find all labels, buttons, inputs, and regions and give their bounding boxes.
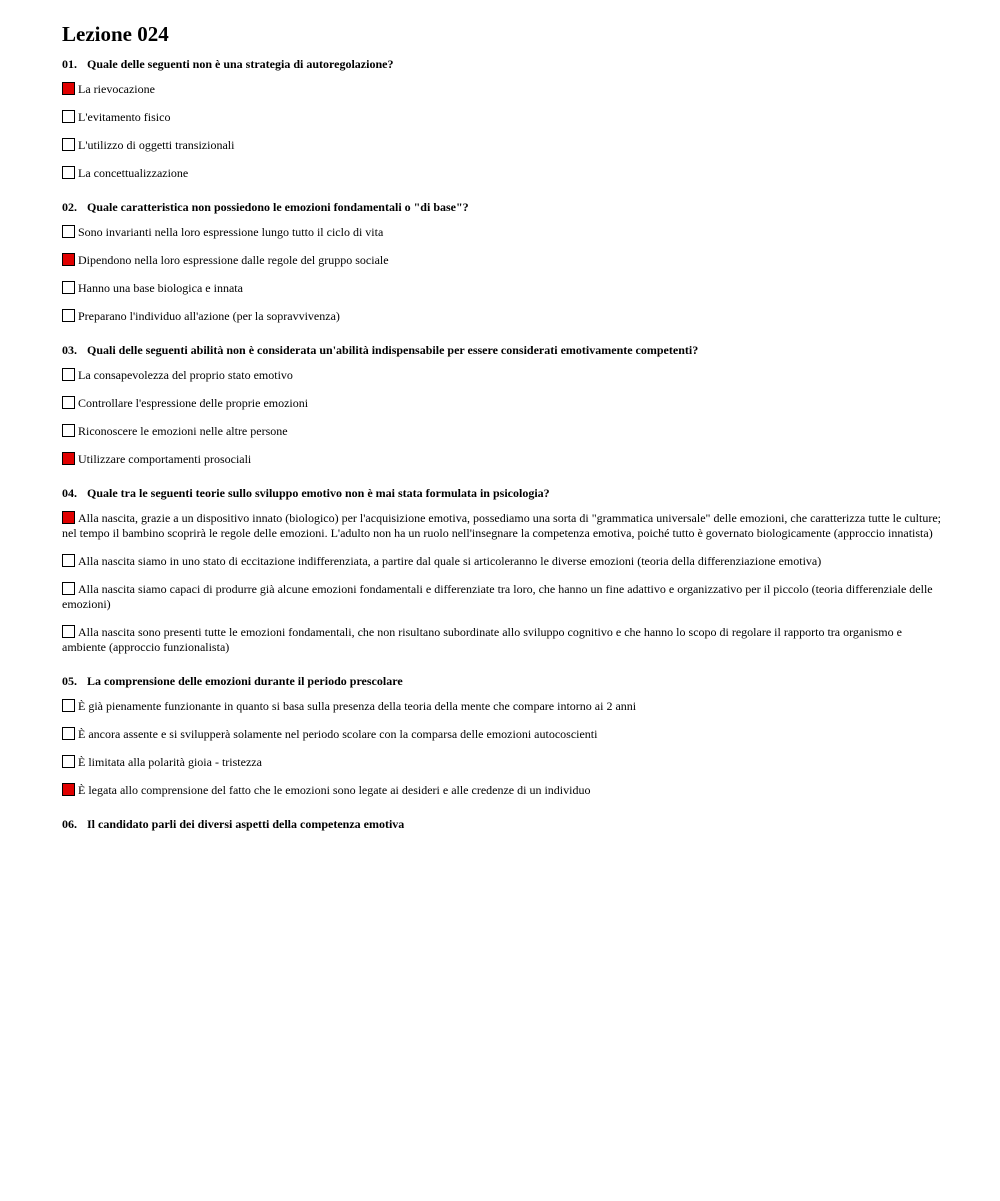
answer-option-text: Sono invarianti nella loro espressione lungo tutto il ciclo di vita bbox=[78, 225, 384, 239]
answer-option[interactable] bbox=[62, 225, 942, 240]
unchecked-checkbox[interactable] bbox=[62, 281, 75, 294]
unchecked-checkbox[interactable] bbox=[62, 166, 75, 179]
answer-option[interactable] bbox=[62, 755, 942, 770]
answer-option[interactable] bbox=[62, 727, 942, 742]
answer-option[interactable] bbox=[62, 253, 942, 268]
answer-option-text: Preparano l'individuo all'azione (per la sopravvivenza) bbox=[78, 309, 340, 323]
question-header bbox=[62, 200, 942, 215]
answer-option[interactable] bbox=[62, 554, 942, 569]
answer-option[interactable] bbox=[62, 110, 942, 125]
question-number: 06. bbox=[62, 817, 77, 831]
answer-option-text: La concettualizzazione bbox=[78, 166, 189, 180]
unchecked-checkbox[interactable] bbox=[62, 396, 75, 409]
lesson-title: Lezione 024 bbox=[62, 22, 169, 46]
answer-option-text: Alla nascita siamo capaci di produrre già alcune emozioni fondamentali e differenziate tra loro, che hanno un fine adattivo e organizzativo per il piccolo (teoria differenziale delle emozioni) bbox=[62, 582, 933, 611]
answer-option-text: Alla nascita, grazie a un dispositivo innato (biologico) per l'acquisizione emotiva, possediamo una sorta di "grammatica universale" delle emozioni, che caratterizza tutte le culture; nel tempo il bambino scoprirà le regole delle emozioni. L'adulto non ha un ruolo nell'insegnare la competenza emotiva, poiché tutto è governato biologicamente (approccio innatista) bbox=[62, 511, 941, 540]
unchecked-checkbox[interactable] bbox=[62, 755, 75, 768]
checked-checkbox[interactable] bbox=[62, 253, 75, 266]
unchecked-checkbox[interactable] bbox=[62, 309, 75, 322]
answer-option-text: Utilizzare comportamenti prosociali bbox=[78, 452, 252, 466]
answer-option[interactable] bbox=[62, 166, 942, 181]
answer-option-text: È già pienamente funzionante in quanto si basa sulla presenza della teoria della mente che compare intorno ai 2 anni bbox=[78, 699, 637, 713]
question-text: La comprensione delle emozioni durante il periodo prescolare bbox=[87, 674, 403, 688]
answer-option-text: La consapevolezza del proprio stato emotivo bbox=[78, 368, 293, 382]
answer-option-text: Alla nascita sono presenti tutte le emozioni fondamentali, che non risultano subordinate allo sviluppo cognitivo e che hanno lo scopo di regolare il rapporto tra organismo e ambiente (approccio funzionalista) bbox=[62, 625, 902, 654]
answer-option[interactable] bbox=[62, 424, 942, 439]
answer-option[interactable] bbox=[62, 368, 942, 383]
question-5 bbox=[62, 674, 942, 798]
unchecked-checkbox[interactable] bbox=[62, 554, 75, 567]
question-header bbox=[62, 817, 942, 832]
question-text: Quale tra le seguenti teorie sullo sviluppo emotivo non è mai stata formulata in psicologia? bbox=[87, 486, 550, 500]
question-2 bbox=[62, 200, 942, 324]
question-1 bbox=[62, 57, 942, 181]
unchecked-checkbox[interactable] bbox=[62, 225, 75, 238]
answer-option[interactable] bbox=[62, 625, 942, 655]
answer-option[interactable] bbox=[62, 82, 942, 97]
unchecked-checkbox[interactable] bbox=[62, 110, 75, 123]
answer-option-text: Alla nascita siamo in uno stato di eccitazione indifferenziata, a partire dal quale si articoleranno le diverse emozioni (teoria della differenziazione emotiva) bbox=[78, 554, 822, 568]
answer-option[interactable] bbox=[62, 138, 942, 153]
answer-option[interactable] bbox=[62, 396, 942, 411]
answer-option[interactable] bbox=[62, 511, 942, 541]
answer-option[interactable] bbox=[62, 783, 942, 798]
checked-checkbox[interactable] bbox=[62, 452, 75, 465]
question-text: Quale delle seguenti non è una strategia di autoregolazione? bbox=[87, 57, 394, 71]
answer-option-text: L'evitamento fisico bbox=[78, 110, 171, 124]
unchecked-checkbox[interactable] bbox=[62, 424, 75, 437]
answer-option[interactable] bbox=[62, 281, 942, 296]
unchecked-checkbox[interactable] bbox=[62, 582, 75, 595]
question-number: 04. bbox=[62, 486, 77, 500]
unchecked-checkbox[interactable] bbox=[62, 138, 75, 151]
answer-option[interactable] bbox=[62, 582, 942, 612]
question-list bbox=[62, 57, 942, 832]
answer-option-text: L'utilizzo di oggetti transizionali bbox=[78, 138, 235, 152]
document-page bbox=[62, 20, 942, 842]
question-4 bbox=[62, 486, 942, 655]
answer-option[interactable] bbox=[62, 699, 942, 714]
question-header bbox=[62, 674, 942, 689]
answer-option[interactable] bbox=[62, 452, 942, 467]
question-number: 02. bbox=[62, 200, 77, 214]
answer-option-text: È ancora assente e si svilupperà solamente nel periodo scolare con la comparsa delle emozioni autocoscienti bbox=[78, 727, 598, 741]
checked-checkbox[interactable] bbox=[62, 511, 75, 524]
unchecked-checkbox[interactable] bbox=[62, 368, 75, 381]
question-3 bbox=[62, 343, 942, 467]
answer-option-text: Dipendono nella loro espressione dalle regole del gruppo sociale bbox=[78, 253, 389, 267]
answer-option-text: È legata allo comprensione del fatto che le emozioni sono legate ai desideri e alle credenze di un individuo bbox=[78, 783, 591, 797]
question-number: 01. bbox=[62, 57, 77, 71]
answer-option-text: La rievocazione bbox=[78, 82, 155, 96]
question-text: Quali delle seguenti abilità non è considerata un'abilità indispensabile per essere considerati emotivamente competenti? bbox=[87, 343, 699, 357]
unchecked-checkbox[interactable] bbox=[62, 699, 75, 712]
question-number: 05. bbox=[62, 674, 77, 688]
question-header bbox=[62, 486, 942, 501]
unchecked-checkbox[interactable] bbox=[62, 727, 75, 740]
unchecked-checkbox[interactable] bbox=[62, 625, 75, 638]
answer-option[interactable] bbox=[62, 309, 942, 324]
answer-option-text: Hanno una base biologica e innata bbox=[78, 281, 243, 295]
answer-option-text: È limitata alla polarità gioia - tristezza bbox=[78, 755, 262, 769]
question-header bbox=[62, 57, 942, 72]
question-text: Il candidato parli dei diversi aspetti della competenza emotiva bbox=[87, 817, 405, 831]
answer-option-text: Riconoscere le emozioni nelle altre persone bbox=[78, 424, 288, 438]
question-header bbox=[62, 343, 942, 358]
question-6 bbox=[62, 817, 942, 832]
checked-checkbox[interactable] bbox=[62, 783, 75, 796]
checked-checkbox[interactable] bbox=[62, 82, 75, 95]
question-text: Quale caratteristica non possiedono le emozioni fondamentali o "di base"? bbox=[87, 200, 469, 214]
question-number: 03. bbox=[62, 343, 77, 357]
answer-option-text: Controllare l'espressione delle proprie emozioni bbox=[78, 396, 309, 410]
